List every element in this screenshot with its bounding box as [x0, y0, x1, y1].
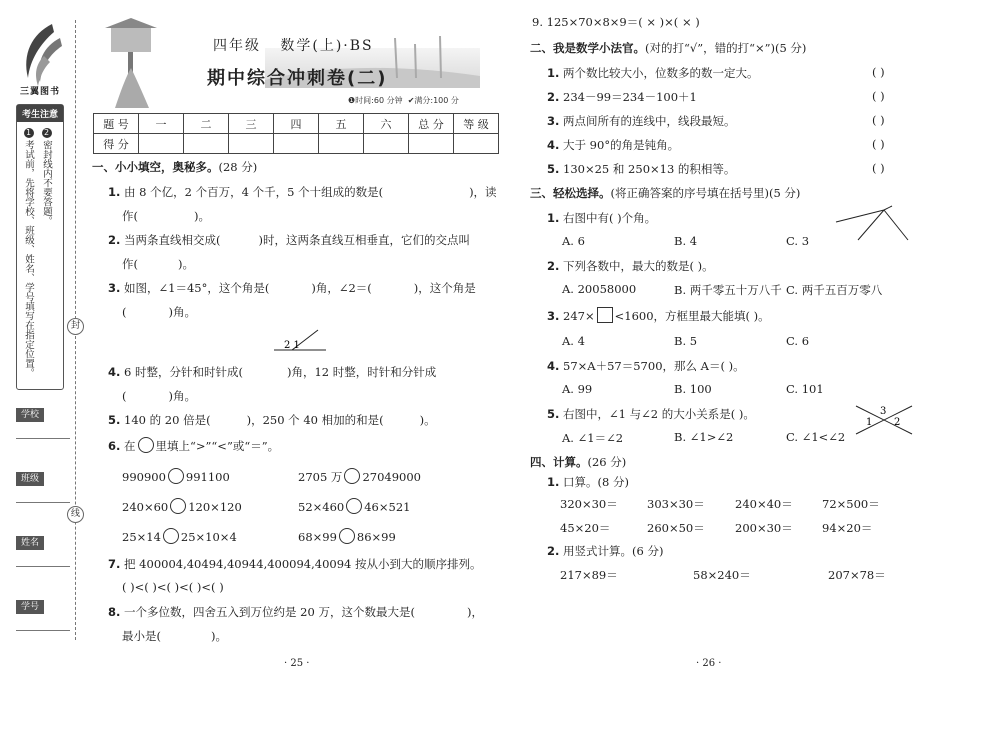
circle-icon — [138, 437, 154, 453]
question-3-text: )角。 — [168, 305, 196, 319]
field-name-line[interactable] — [16, 566, 70, 567]
notice-item-2-number: 2 — [42, 128, 52, 138]
question-8-number: 8. — [108, 605, 121, 619]
score-cell[interactable] — [409, 134, 454, 154]
grade-label: 四年级 — [213, 38, 261, 54]
time-limit: ❶时间:60 分钟 — [348, 96, 403, 105]
field-name-label: 姓名 — [16, 536, 44, 550]
compare-right: 86×99 — [356, 530, 396, 544]
question-8-text: )。 — [211, 629, 227, 643]
score-cell[interactable] — [364, 134, 409, 154]
score-cell[interactable] — [274, 134, 319, 154]
choice-3-number: 3. — [547, 309, 560, 323]
score-header-cell: 题 号 — [94, 114, 139, 134]
choice-2-text: 下列各数中，最大的数是( )。 — [563, 259, 714, 273]
judge-text: 234－99＝234－100＋1 — [563, 90, 697, 104]
question-4-line-2 — [122, 388, 196, 404]
question-3-number: 3. — [108, 281, 121, 295]
question-4-text: )角。 — [168, 389, 196, 403]
compare-left: 68×99 — [298, 530, 337, 544]
compare-item — [298, 528, 396, 544]
score-cell[interactable] — [229, 134, 274, 154]
question-1-line-2 — [122, 208, 210, 224]
judge-number: 2. — [547, 90, 560, 104]
choice-2-option-b[interactable]: B. 两千零五十万八千 — [674, 283, 782, 297]
vertical-calc-item[interactable]: 207×78＝ — [828, 568, 886, 582]
judge-number: 1. — [547, 66, 560, 80]
field-school-line[interactable] — [16, 438, 70, 439]
notice-title: 考生注意 — [17, 105, 63, 122]
exam-notice-box — [16, 104, 64, 390]
subject-label: 数学(上)·BS — [280, 38, 374, 54]
square-box-icon — [597, 307, 613, 323]
compare-right: 991100 — [185, 470, 230, 484]
judge-text: 两个数比较大小，位数多的数一定大。 — [563, 66, 759, 80]
question-2-text: 当两条直线相交成( — [124, 233, 221, 247]
question-2-text: )。 — [178, 257, 194, 271]
choice-4-question — [547, 358, 745, 374]
question-8-text: 一个多位数，四舍五入到万位约是 20 万，这个数最大是( — [124, 605, 415, 619]
score-cell[interactable] — [454, 134, 499, 154]
vertical-calc-heading — [547, 543, 663, 559]
score-cell[interactable] — [184, 134, 229, 154]
judge-answer-paren[interactable]: ( ) — [872, 161, 885, 175]
oral-calc-item[interactable]: 72×500＝ — [822, 497, 880, 511]
section-1-points: (28 分) — [218, 160, 258, 174]
question-1-number: 1. — [108, 185, 121, 199]
compare-item — [122, 498, 242, 514]
question-2-line-2 — [122, 256, 194, 272]
choice-2-question — [547, 258, 714, 274]
field-school-label: 学校 — [16, 408, 44, 422]
compare-item — [122, 528, 237, 544]
question-1-text: )，读 — [469, 185, 497, 199]
section-3-description: (将正确答案的序号填在括号里)(5 分) — [610, 186, 801, 200]
question-7-order-blanks[interactable]: ( )<( )<( )<( )<( ) — [122, 580, 224, 594]
question-2-number: 2. — [108, 233, 121, 247]
judge-item — [547, 161, 735, 177]
question-8-text: 最小是( — [122, 629, 161, 643]
choice-4-option-c[interactable]: C. 101 — [786, 382, 824, 396]
question-3-text: ( — [122, 305, 127, 319]
question-7-text: 把 400004,40494,40944,400094,40094 按从小到大的顺序排列。 — [124, 557, 482, 571]
judge-answer-paren[interactable]: ( ) — [872, 65, 885, 79]
notice-item-2 — [41, 127, 52, 229]
question-8-line-2 — [122, 628, 227, 644]
question-3-text: 如图，∠1＝45°，这个角是( — [124, 281, 270, 295]
choice-3-question — [547, 307, 770, 324]
brand-logo-icon — [14, 20, 64, 92]
compare-circle[interactable] — [163, 528, 179, 544]
score-cell[interactable] — [319, 134, 364, 154]
choice-4-option-b[interactable]: B. 100 — [674, 382, 712, 396]
question-4-number: 4. — [108, 365, 121, 379]
seal-char-xian: 线 — [67, 506, 84, 523]
score-header-cell: 等 级 — [454, 114, 499, 134]
compare-item — [122, 468, 230, 484]
question-3-line-2 — [122, 304, 196, 320]
oral-calc-item[interactable]: 94×20＝ — [822, 521, 873, 535]
question-2-text: 作( — [122, 257, 138, 271]
judge-answer-paren[interactable]: ( ) — [872, 89, 885, 103]
page-number-left: · 25 · — [284, 658, 310, 669]
section-3-heading — [530, 185, 800, 201]
choice-2-option-c[interactable]: C. 两千五百万零八 — [786, 283, 883, 297]
oral-calc-number: 1. — [547, 475, 560, 489]
question-3-text: )，这个角是 — [413, 281, 476, 295]
score-row-label: 得 分 — [94, 134, 139, 154]
choice-5-question — [547, 406, 755, 422]
compare-circle[interactable] — [344, 468, 360, 484]
choice-1-text: 右图中有( )个角。 — [563, 211, 657, 225]
compare-item — [298, 468, 421, 485]
score-cell[interactable] — [139, 134, 184, 154]
compare-left: 990900 — [122, 470, 166, 484]
question-7-number: 7. — [108, 557, 121, 571]
question-7 — [108, 556, 482, 572]
choice-3-text: 247× — [563, 309, 595, 323]
judge-item — [547, 65, 759, 81]
compare-right: 27049000 — [362, 470, 421, 484]
section-2-heading — [530, 40, 806, 56]
question-5-number: 5. — [108, 413, 121, 427]
score-header-cell: 总 分 — [409, 114, 454, 134]
judge-answer-paren[interactable]: ( ) — [872, 137, 885, 151]
score-header-cell: 六 — [364, 114, 409, 134]
grade-subject-line — [213, 35, 374, 55]
question-9: 9. 125×70×8×9＝( × )×( × ) — [532, 15, 700, 29]
score-table — [93, 113, 499, 154]
oral-calc-item[interactable]: 200×30＝ — [735, 521, 793, 535]
score-header-cell: 三 — [229, 114, 274, 134]
choice-5-number: 5. — [547, 407, 560, 421]
section-2-description: (对的打“√”，错的打“×”)(5 分) — [645, 41, 807, 55]
oral-calc-heading — [547, 474, 629, 490]
question-8-line-1 — [108, 604, 483, 620]
compare-circle[interactable] — [339, 528, 355, 544]
vertical-calc-item[interactable]: 217×89＝ — [560, 568, 618, 582]
choice-5-text: 右图中，∠1 与∠2 的大小关系是( )。 — [563, 407, 755, 421]
question-1-text: 作( — [122, 209, 138, 223]
score-header-cell: 四 — [274, 114, 319, 134]
question-6 — [108, 437, 279, 454]
score-table-header-row — [94, 114, 499, 134]
question-1-line-1 — [108, 184, 497, 200]
score-header-cell: 五 — [319, 114, 364, 134]
judge-item — [547, 137, 679, 153]
question-5-text: )。 — [419, 413, 436, 427]
compare-left: 240×60 — [122, 500, 169, 514]
notice-item-1-text: 考试前，先将学校、班级、姓名、学号填写在指定位置。 — [23, 140, 34, 378]
choice-5-option-a[interactable]: A. ∠1＝∠2 — [562, 431, 624, 445]
question-5 — [108, 412, 436, 428]
oral-calc-item[interactable]: 45×20＝ — [560, 521, 611, 535]
score-header-cell: 一 — [139, 114, 184, 134]
seal-char-feng: 封 — [67, 318, 84, 335]
section-4-title: 四、计算。 — [530, 455, 588, 469]
question-3-angle-figure — [272, 326, 328, 354]
choice-5-option-c[interactable]: C. ∠1<∠2 — [786, 430, 846, 444]
choice-5-fig-label: 2 — [894, 417, 901, 428]
judge-item — [547, 113, 736, 129]
choice-4-number: 4. — [547, 359, 560, 373]
score-table-score-row — [94, 134, 499, 154]
choice-1-number: 1. — [547, 211, 560, 225]
field-id-line[interactable] — [16, 630, 70, 631]
field-id-label: 学号 — [16, 600, 44, 614]
section-2-title: 二、我是数学小法官。 — [530, 41, 645, 55]
question-2-line-1 — [108, 232, 470, 248]
judge-text: 大于 90°的角是钝角。 — [563, 138, 680, 152]
compare-left: 25×14 — [122, 530, 161, 544]
judge-item — [547, 89, 697, 105]
question-5-text: 140 的 20 倍是( — [124, 413, 211, 427]
compare-circle[interactable] — [346, 498, 362, 514]
judge-answer-paren[interactable]: ( ) — [872, 113, 885, 127]
compare-circle[interactable] — [168, 468, 184, 484]
question-8-text: )， — [466, 605, 483, 619]
field-class-label: 班级 — [16, 472, 44, 486]
compare-item — [298, 498, 410, 514]
question-4-text: ( — [122, 389, 127, 403]
choice-1-angle-figure — [832, 204, 912, 244]
page-number-right: · 26 · — [696, 658, 722, 669]
vertical-calc-item[interactable]: 58×240＝ — [693, 568, 751, 582]
exam-meta — [348, 95, 459, 106]
choice-5-fig-label: 1 — [866, 417, 873, 428]
choice-4-text: 57×A＋57＝5700，那么 A＝( )。 — [563, 359, 745, 373]
judge-number: 3. — [547, 114, 560, 128]
question-1-text: )。 — [194, 209, 210, 223]
question-1-text: 由 8 个亿，2 个百万，4 个千，5 个十组成的数是( — [124, 185, 384, 199]
oral-calc-title: 口算。(8 分) — [563, 475, 629, 489]
question-3-figure-label: 2 1 — [284, 340, 300, 351]
oral-calc-item[interactable]: 240×40＝ — [735, 497, 793, 511]
full-score: ✔满分:100 分 — [407, 96, 459, 105]
question-4-text: )角，12 时整，时针和分针成 — [287, 365, 437, 379]
vertical-calc-number: 2. — [547, 544, 560, 558]
judge-text: 两点间所有的连线中，线段最短。 — [563, 114, 736, 128]
choice-3-option-a[interactable]: A. 4 — [562, 334, 585, 348]
judge-text: 130×25 和 250×13 的积相等。 — [563, 162, 736, 176]
choice-4-option-a[interactable]: A. 99 — [562, 382, 593, 396]
question-6-number: 6. — [108, 439, 121, 453]
compare-left: 2705 万 — [298, 470, 343, 484]
section-4-points: (26 分) — [587, 455, 627, 469]
choice-1-option-a[interactable]: A. 6 — [562, 234, 585, 248]
notice-item-1-number: 1 — [24, 128, 34, 138]
question-4-line-1 — [108, 364, 436, 380]
choice-1-option-c[interactable]: C. 3 — [786, 234, 810, 248]
oral-calc-item[interactable]: 260×50＝ — [647, 521, 705, 535]
choice-3-option-b[interactable]: B. 5 — [674, 334, 698, 348]
judge-number: 4. — [547, 138, 560, 152]
question-6-text: 在 — [124, 439, 136, 453]
question-3-line-1 — [108, 280, 476, 296]
choice-1-question — [547, 210, 656, 226]
question-5-text: )，250 个 40 相加的和是( — [246, 413, 384, 427]
choice-1-option-b[interactable]: B. 4 — [674, 234, 698, 248]
section-1-heading — [92, 159, 257, 175]
section-1-title: 一、小小填空，奥秘多。 — [92, 160, 219, 174]
brand-name: 三翼图书 — [19, 87, 60, 97]
oral-calc-item[interactable]: 320×30＝ — [560, 497, 618, 511]
question-2-text: )时，这两条直线互相垂直，它们的交点叫 — [258, 233, 471, 247]
field-class-line[interactable] — [16, 502, 70, 503]
compare-right: 46×521 — [364, 500, 411, 514]
section-4-heading — [530, 454, 626, 470]
score-header-cell: 二 — [184, 114, 229, 134]
compare-circle[interactable] — [170, 498, 186, 514]
notice-item-2-text: 密封线内不要答题。 — [41, 140, 52, 226]
choice-2-number: 2. — [547, 259, 560, 273]
choice-5-fig-label: 3 — [880, 406, 887, 417]
choice-3-text: <1600，方框里最大能填( )。 — [614, 309, 770, 323]
oral-calc-item[interactable]: 303×30＝ — [647, 497, 705, 511]
question-6-text: 里填上“>”“<”或“＝”。 — [155, 439, 280, 453]
choice-2-option-a[interactable]: A. 20058000 — [562, 282, 637, 296]
question-4-text: 6 时整，分针和时针成( — [124, 365, 243, 379]
vertical-calc-title: 用竖式计算。(6 分) — [563, 544, 664, 558]
choice-5-option-b[interactable]: B. ∠1>∠2 — [674, 430, 734, 444]
compare-right: 120×120 — [188, 500, 242, 514]
notice-item-1 — [23, 127, 34, 381]
choice-3-option-c[interactable]: C. 6 — [786, 334, 810, 348]
judge-number: 5. — [547, 162, 560, 176]
compare-left: 52×460 — [298, 500, 345, 514]
exam-title: 期中综合冲刺卷(二) — [207, 68, 388, 89]
compare-right: 25×10×4 — [180, 530, 237, 544]
section-3-title: 三、轻松选择。 — [530, 186, 611, 200]
choice-5-angle-figure — [852, 402, 916, 438]
question-3-text: )角，∠2＝( — [311, 281, 372, 295]
